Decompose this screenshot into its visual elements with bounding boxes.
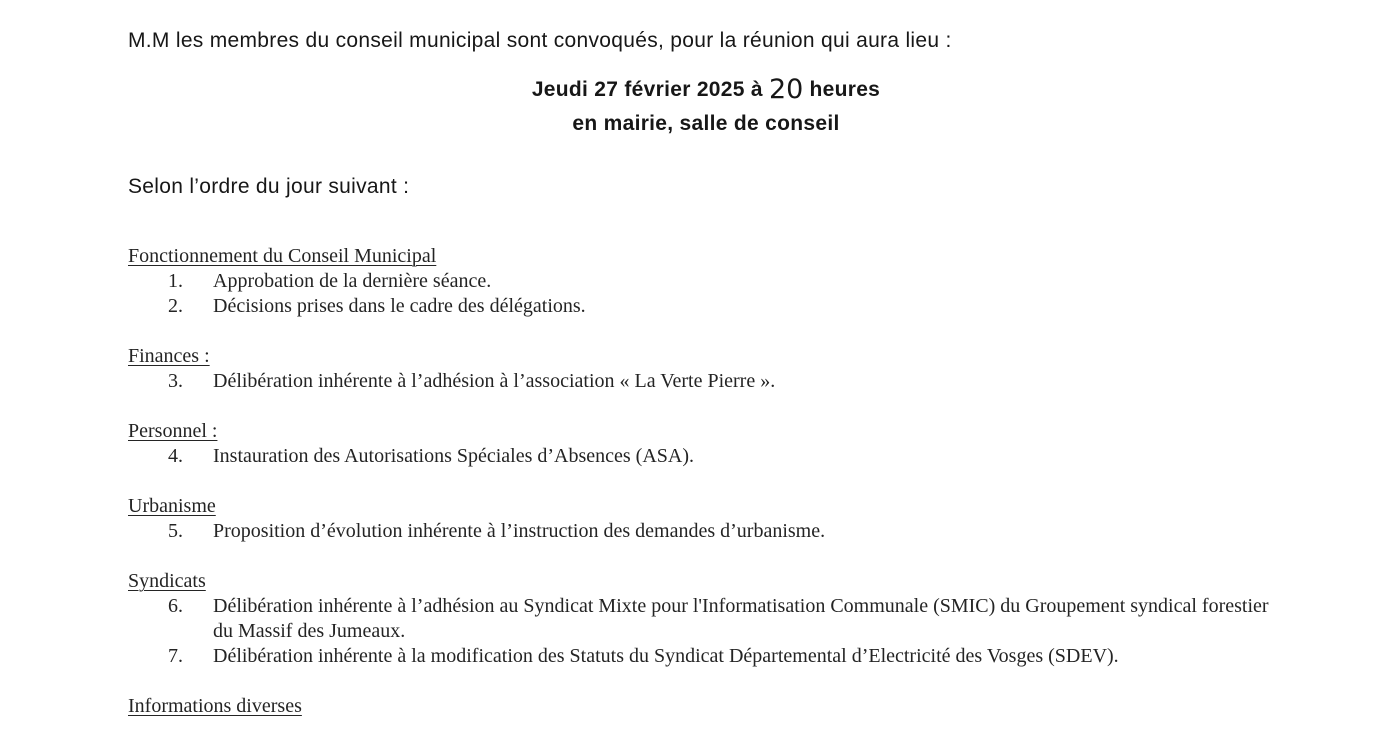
agenda-item [168, 594, 1270, 644]
item-number: 7. [168, 645, 183, 667]
item-number: 3. [168, 370, 183, 392]
section-syndicats [0, 569, 1388, 669]
meeting-location-line: en mairie, salle de conseil [572, 112, 840, 135]
agenda-intro: Selon l’ordre du jour suivant : [128, 175, 410, 198]
agenda-item [168, 294, 1270, 319]
item-text: Délibération inhérente à l’adhésion à l’association « La Verte Pierre ». [213, 370, 776, 392]
section-heading: Syndicats [128, 570, 206, 592]
agenda-item [168, 644, 1270, 669]
agenda-item [168, 519, 1270, 544]
item-text: Proposition d’évolution inhérente à l’instruction des demandes d’urbanisme. [213, 520, 826, 542]
item-text: Délibération inhérente à l’adhésion au Syndicat Mixte pour l'Informatisation Communale (SMIC) du Groupement syndical forestier du Massif des Jumeaux. [213, 595, 1269, 642]
meeting-date-prefix: Jeudi 27 février 2025 à [531, 78, 769, 101]
meeting-date-suffix: heures [803, 78, 881, 101]
section-informations-diverses [0, 694, 1388, 719]
intro-line: M.M les membres du conseil municipal sont convoqués, pour la réunion qui aura lieu : [128, 29, 952, 52]
item-text: Instauration des Autorisations Spéciales d’Absences (ASA). [213, 445, 695, 467]
item-text: Décisions prises dans le cadre des délégations. [213, 295, 586, 317]
agenda-item [168, 369, 1270, 394]
item-number: 5. [168, 520, 183, 542]
item-text: Délibération inhérente à la modification des Statuts du Syndicat Départemental d’Electricité des Vosges (SDEV). [213, 645, 1119, 667]
section-finances [0, 344, 1388, 394]
section-heading: Finances : [128, 345, 210, 367]
item-number: 4. [168, 445, 183, 467]
agenda [0, 244, 1388, 719]
meeting-date-line [12, 76, 1388, 104]
item-number: 2. [168, 295, 183, 317]
section-fonctionnement [0, 244, 1388, 319]
item-number: 6. [168, 595, 183, 617]
section-heading: Personnel : [128, 420, 218, 442]
meeting-hour: 20 [769, 74, 804, 105]
section-urbanisme [0, 494, 1388, 544]
section-heading: Fonctionnement du Conseil Municipal [128, 245, 437, 267]
agenda-item [168, 269, 1270, 294]
section-personnel [0, 419, 1388, 469]
section-heading: Informations diverses [128, 695, 302, 717]
section-heading: Urbanisme [128, 495, 216, 517]
item-number: 1. [168, 270, 183, 292]
item-text: Approbation de la dernière séance. [213, 270, 492, 292]
agenda-item [168, 444, 1270, 469]
